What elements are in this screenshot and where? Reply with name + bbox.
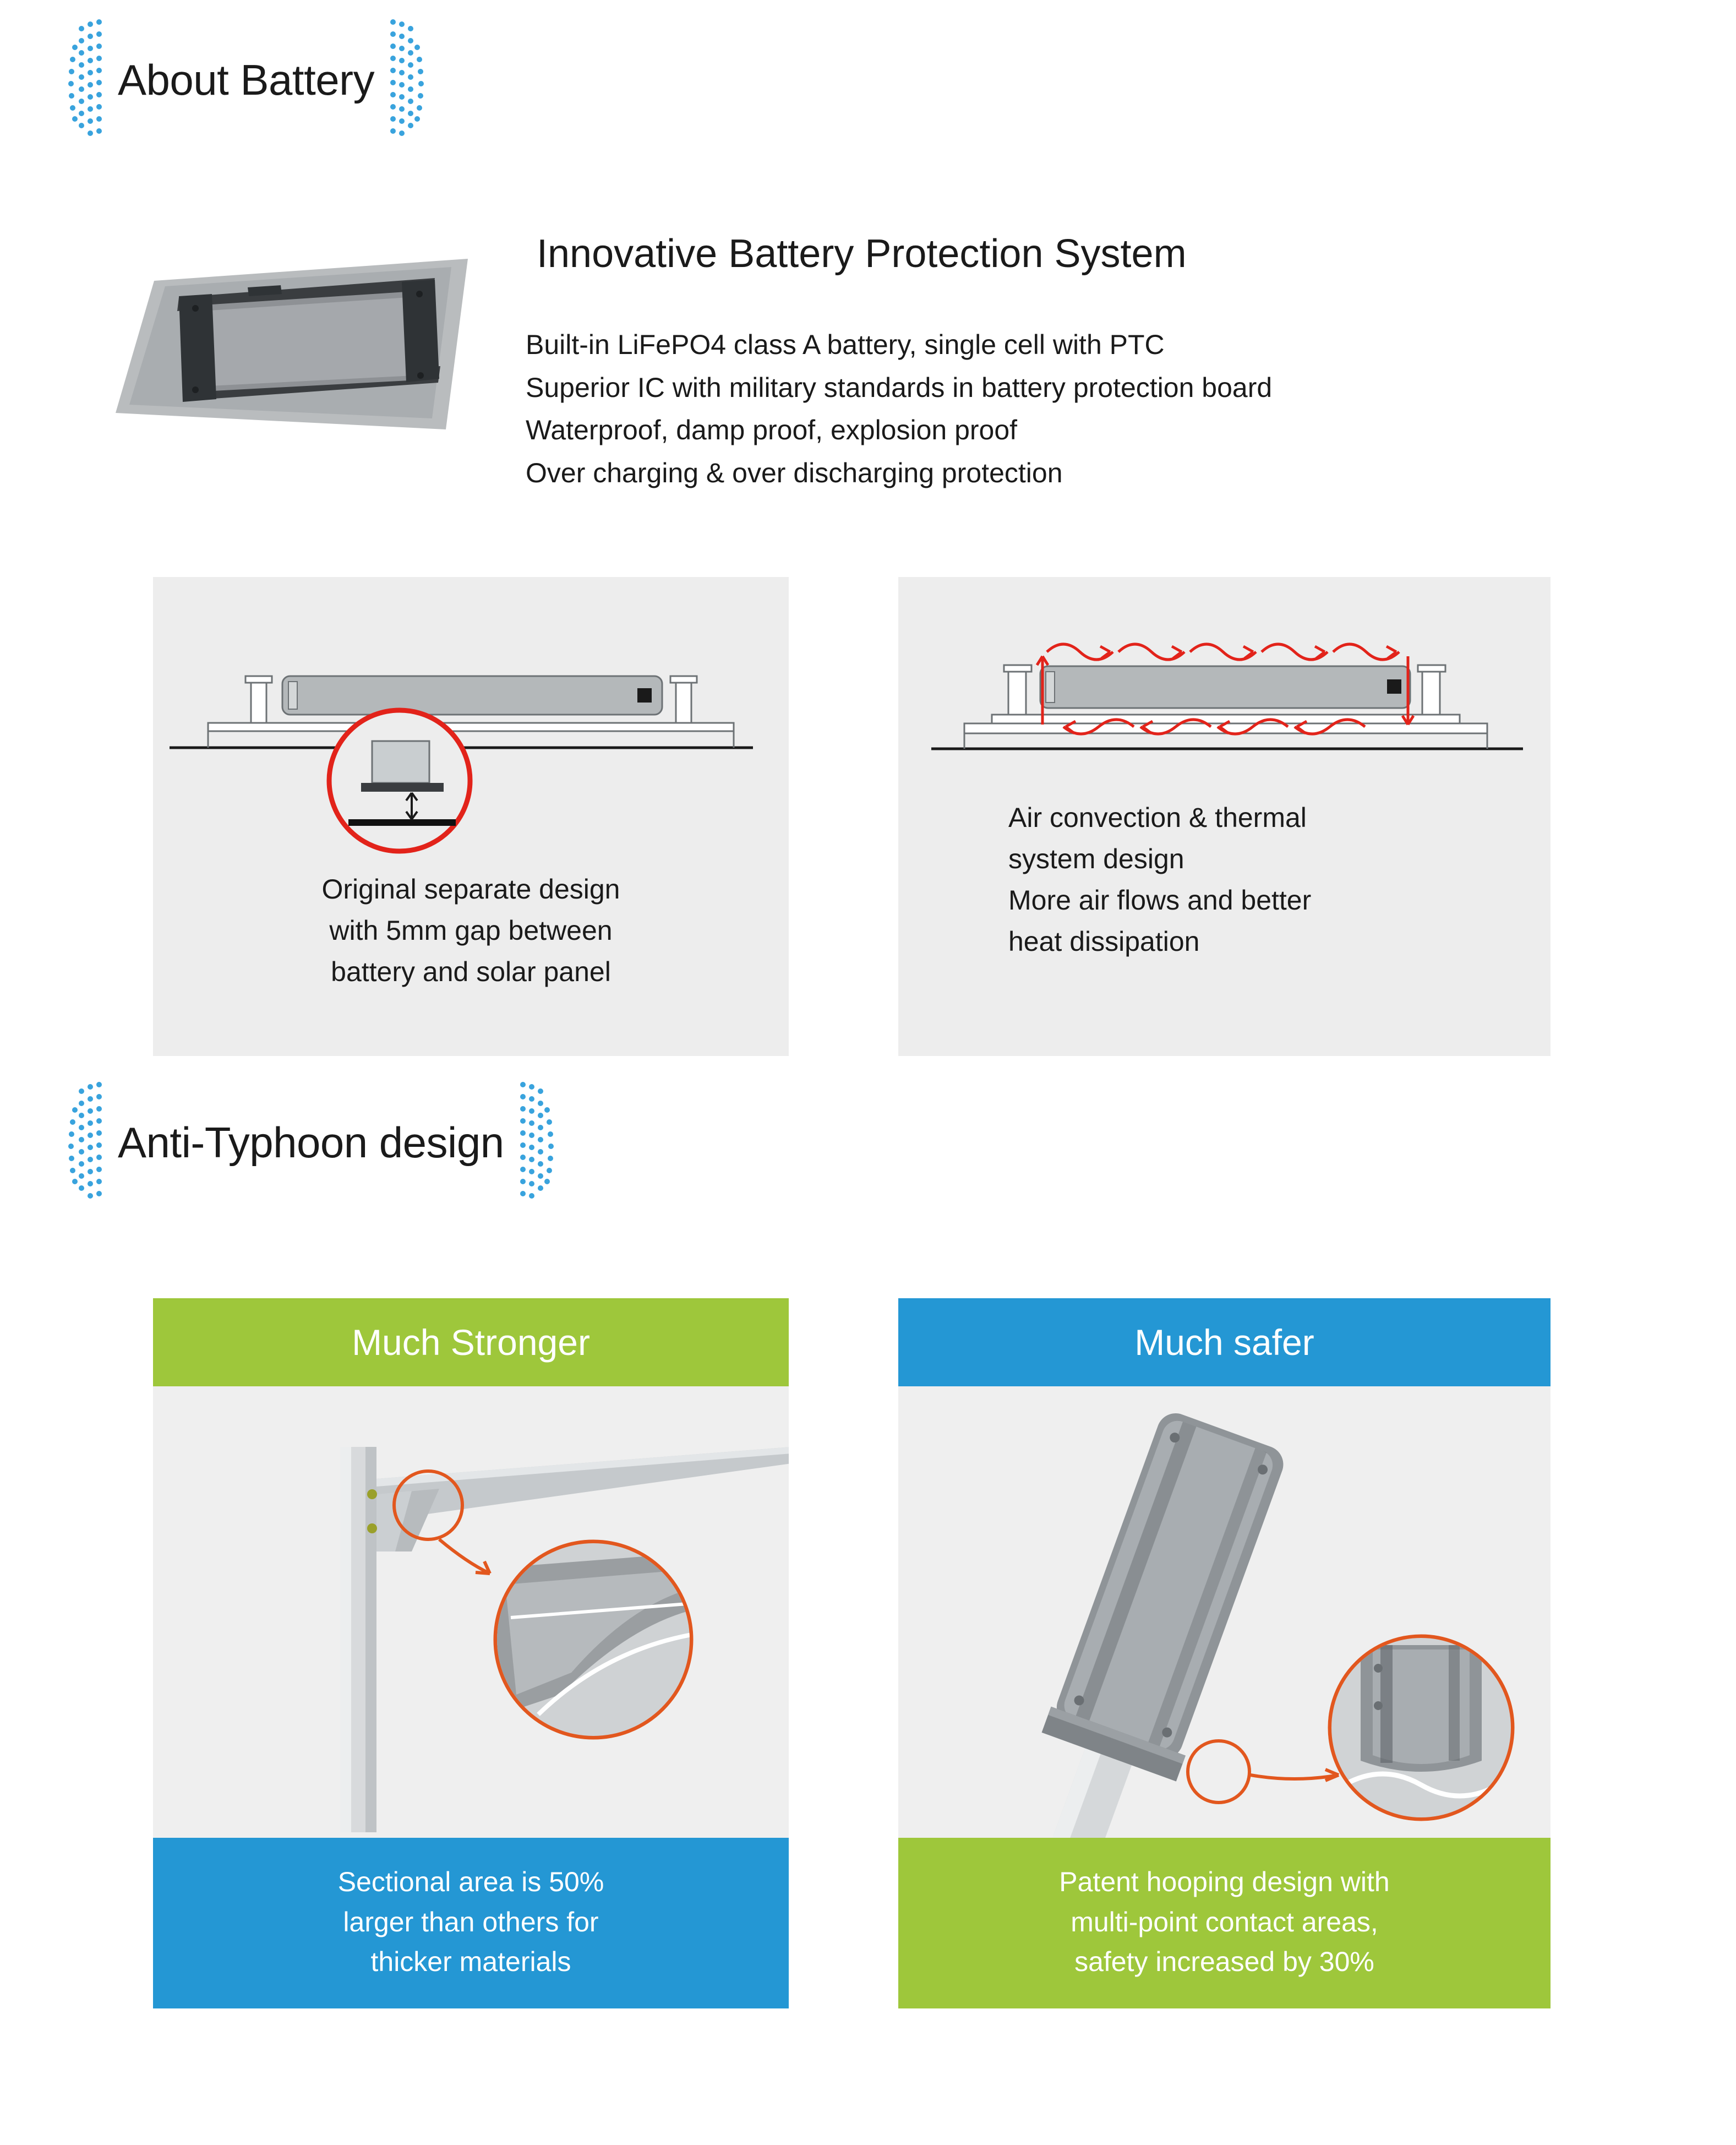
card-much-safer-footer <box>898 1838 1551 2008</box>
panel-gap-design-caption <box>153 869 789 993</box>
card-much-stronger-body <box>153 1386 789 1838</box>
air-caption-line-1: Air convection & thermal <box>1008 802 1307 833</box>
gap-design-diagram <box>153 599 789 874</box>
card-much-stronger <box>153 1298 789 2008</box>
intro-line-3: Waterproof, damp proof, explosion proof <box>526 415 1018 445</box>
gap-caption-line-3: battery and solar panel <box>331 956 611 987</box>
air-caption-line-4: heat dissipation <box>1008 926 1200 957</box>
air-caption-line-3: More air flows and better <box>1008 885 1312 916</box>
gap-caption-line-1: Original separate design <box>321 874 620 905</box>
intro-line-2: Superior IC with military standards in battery protection board <box>526 372 1273 403</box>
card-much-safer <box>898 1298 1551 2008</box>
intro-line-4: Over charging & over discharging protection <box>526 457 1063 488</box>
card-much-stronger-header <box>153 1298 789 1386</box>
anti-typhoon-title: Anti-Typhoon design <box>118 1118 504 1167</box>
card-much-safer-body <box>898 1386 1551 1838</box>
intro-line-1: Built-in LiFePO4 class A battery, single cell with PTC <box>526 329 1165 360</box>
dotted-bracket-right-icon <box>386 17 426 143</box>
panel-air-convection <box>898 577 1551 1056</box>
section-heading-about-battery <box>66 17 426 143</box>
stronger-footer-line-1: Sectional area is 50% <box>337 1866 604 1897</box>
card-much-stronger-footer <box>153 1838 789 2008</box>
dotted-bracket-left-icon <box>66 17 106 143</box>
stronger-footer-line-3: thicker materials <box>370 1946 571 1977</box>
battery-assembly-illustration <box>83 248 512 468</box>
stronger-footer-line-2: larger than others for <box>343 1906 599 1937</box>
dotted-bracket-left-2-icon <box>66 1079 106 1206</box>
safer-footer-line-3: safety increased by 30% <box>1074 1946 1374 1977</box>
gap-caption-line-2: with 5mm gap between <box>329 915 613 946</box>
card-much-stronger-title: Much Stronger <box>352 1322 590 1363</box>
card-much-safer-header <box>898 1298 1551 1386</box>
section-heading-anti-typhoon <box>66 1079 556 1206</box>
safer-footer-line-1: Patent hooping design with <box>1059 1866 1390 1897</box>
panel-gap-design <box>153 577 789 1056</box>
safer-footer-line-2: multi-point contact areas, <box>1071 1906 1378 1937</box>
lamp-head-hooping-illustration <box>898 1386 1551 1838</box>
card-much-safer-title: Much safer <box>1134 1322 1314 1363</box>
pole-arm-illustration <box>153 1386 789 1838</box>
panel-air-convection-caption <box>898 797 1551 962</box>
intro-title: Innovative Battery Protection System <box>537 232 1187 276</box>
air-convection-diagram <box>898 599 1551 808</box>
dotted-bracket-right-2-icon <box>516 1079 556 1206</box>
intro-bullet-list <box>526 324 1272 494</box>
about-battery-title: About Battery <box>118 55 375 104</box>
air-caption-line-2: system design <box>1008 843 1184 874</box>
